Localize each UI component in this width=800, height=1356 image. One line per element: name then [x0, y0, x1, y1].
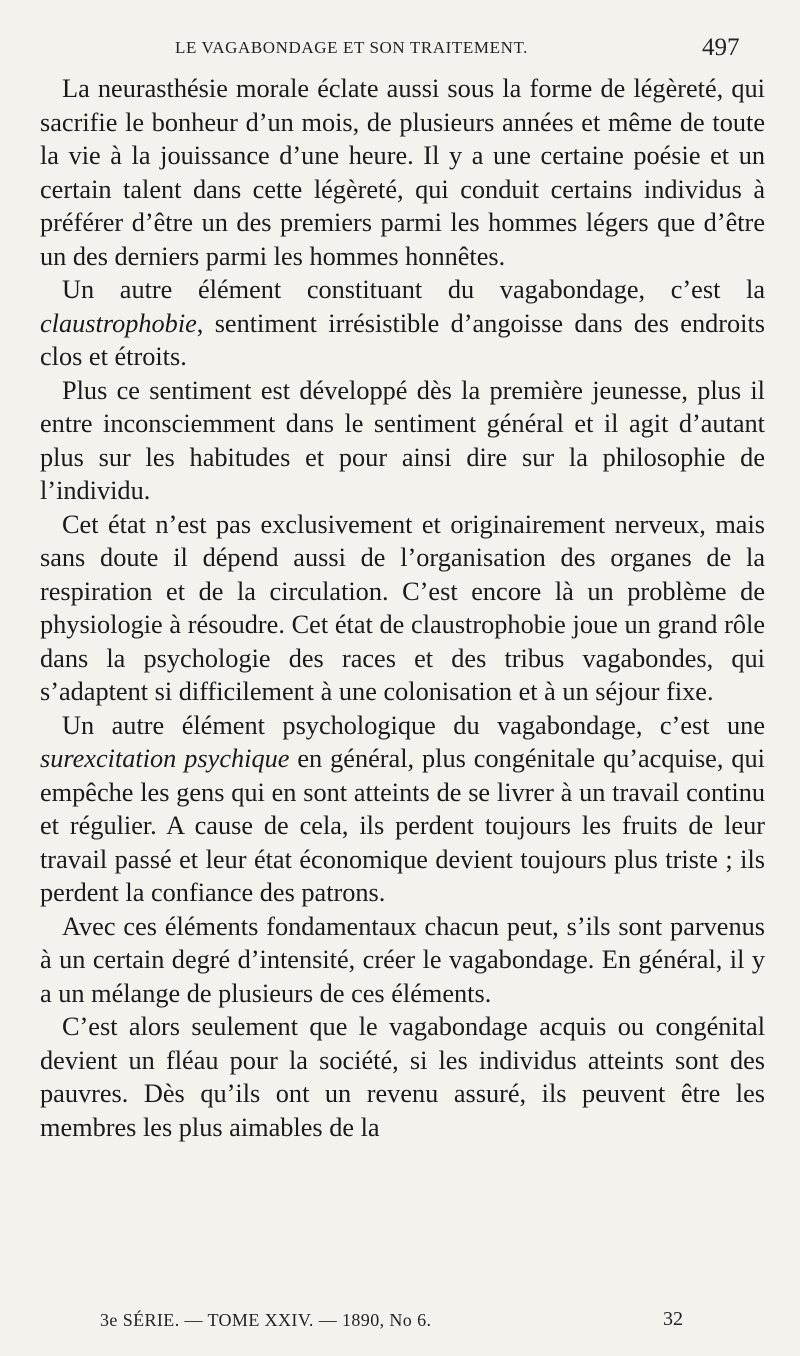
paragraph-text: en général, plus congénitale qu’acquise, qui empêche les gens qui en sont atteints de se livrer à un travail continu et régulier. A cause de cela, ils perdent toujours les fruits de leur travail passé et leur état économique devient toujours plus triste ; ils perdent la confiance des patrons.	[40, 744, 765, 907]
paragraph-text: Un autre élément psychologique du vagabondage, c’est une	[62, 710, 765, 740]
paragraph-youth	[40, 374, 765, 508]
paragraph-text: , sentiment irrésistible d’angoisse dans des endroits clos et étroits.	[40, 308, 765, 371]
running-head	[0, 34, 800, 62]
paragraph-claustrophobia	[40, 273, 765, 374]
footer-series: 3e SÉRIE. — TOME XXIV. — 1890, No 6.	[100, 1310, 432, 1330]
page-footer	[0, 1308, 800, 1342]
italic-term-surexcitation: surexcitation psychique	[40, 744, 290, 773]
paragraph-scourge	[40, 1010, 765, 1144]
italic-term-claustrophobie: claustrophobie	[40, 308, 197, 338]
paragraph-overexcitation	[40, 709, 765, 910]
body-text	[40, 72, 765, 1144]
running-title: LE VAGABONDAGE ET SON TRAITEMENT.	[175, 38, 529, 57]
paragraph-text: Avec ces éléments fondamentaux chacun peut, s’ils sont parvenus à un certain degré d’intensité, créer le vagabondage. En général, il y a un mélange de plusieurs de ces éléments.	[40, 911, 765, 1008]
paragraph-elements	[40, 910, 765, 1011]
paragraph-text: La neurasthésie morale éclate aussi sous la forme de légèreté, qui sacrifie le bonheur d’un mois, de plusieurs années et même de toute la vie à la jouissance d’une heure. Il y a une certaine poésie et un certain talent dans cette légèreté, qui conduit certains individus à préférer d’être un des premiers parmi les hommes légers que d’être un des derniers parmi les hommes honnêtes.	[40, 74, 765, 271]
paragraph-levity	[40, 72, 765, 273]
page-number: 497	[702, 34, 740, 61]
paragraph-text: Un autre élément constituant du vagabondage, c’est la	[62, 275, 765, 304]
paragraph-text: Plus ce sentiment est développé dès la première jeunesse, plus il entre inconsciemment dans le sentiment général et il agit d’autant plus sur les habitudes et pour ainsi dire sur la philosophie de l’individu.	[40, 375, 765, 505]
paragraph-physiology	[40, 508, 765, 709]
signature-mark: 32	[663, 1308, 683, 1330]
paragraph-text: C’est alors seulement que le vagabondage acquis ou congénital devient un fléau pour la société, si les individus atteints sont des pauvres. Dès qu’ils ont un revenu assuré, ils peuvent être les membres les plus aimables de la	[40, 1012, 765, 1142]
paragraph-text: Cet état n’est pas exclusivement et originairement nerveux, mais sans doute il dépend aussi de l’organisation des organes de la respiration et de la circulation. C’est encore là un problème de physiologie à résoudre. Cet état de claustrophobie joue un grand rôle dans la psychologie des races et des tribus vagabondes, qui s’adaptent si difficilement à une colonisation et à un séjour fixe.	[40, 509, 765, 706]
